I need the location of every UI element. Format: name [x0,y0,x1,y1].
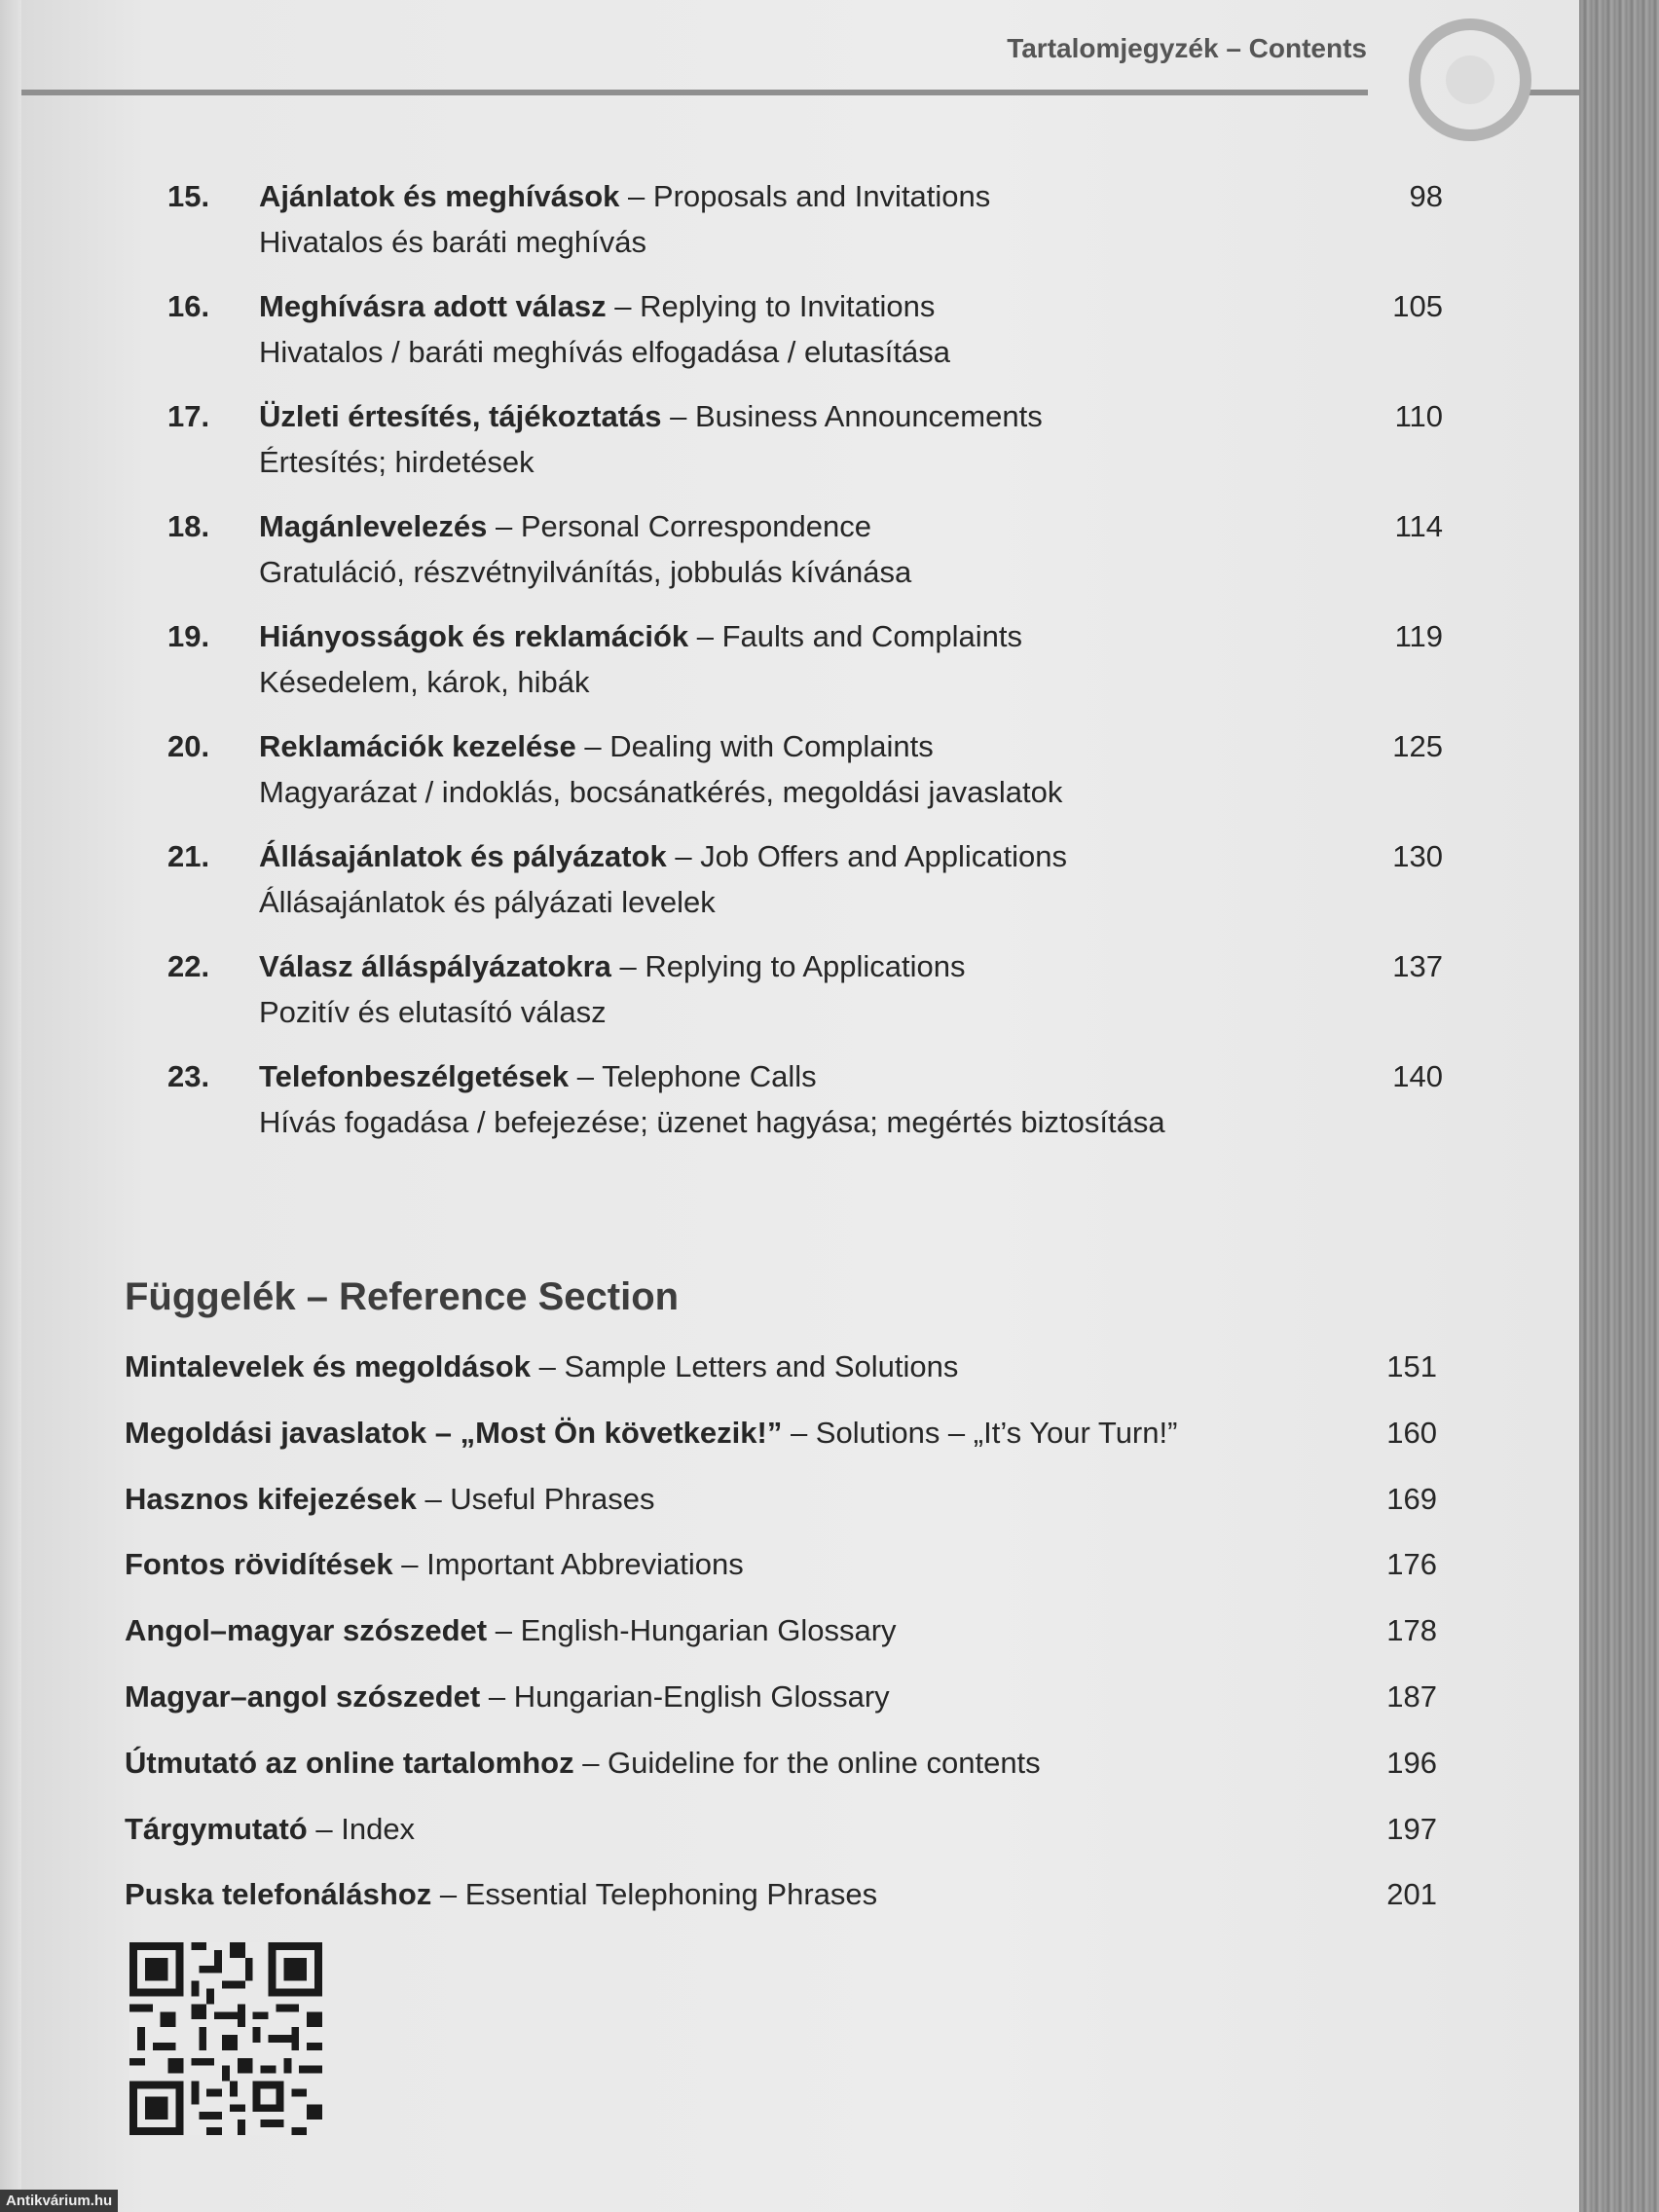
reference-entry [125,1613,1437,1679]
chapter-number: 16. [167,289,210,323]
page-fold [0,0,21,2212]
chapter-subtitle: Pozitív és elutasító válasz [259,995,607,1029]
chapter-title-hu: Reklamációk kezelése [259,729,576,763]
chapter-title-hu: Magánlevelezés [259,509,488,543]
reference-title-hu: Magyar–angol szószedet [125,1678,481,1714]
page-number: 110 [1394,399,1443,433]
chapter-subtitle: Késedelem, károk, hibák [259,665,590,699]
chapter-title-hu: Üzleti értesítés, tájékoztatás [259,399,662,433]
chapter-number: 21. [167,839,210,873]
chapter-entry [167,1059,1443,1169]
page-number: 130 [1392,839,1443,873]
reference-entry [125,1482,1437,1548]
chapter-entry [167,839,1443,949]
reference-title-en: Important Abbreviations [426,1547,744,1582]
reference-title: Mintalevelek és megoldások – Sample Letters and Solutions [125,1349,959,1383]
chapter-title: Állásajánlatok és pályázatok – Job Offers and Applications [259,839,1068,873]
watermark-label: Antikvárium.hu [0,2190,118,2212]
reference-title-en: English-Hungarian Glossary [520,1613,897,1648]
reference-title-hu: Megoldási javaslatok – „Most Ön következik!” [125,1415,783,1450]
page-number: 201 [1386,1877,1437,1912]
chapter-number: 15. [167,179,210,213]
chapter-entry [167,509,1443,619]
chapter-title-hu: Hiányosságok és reklamációk [259,619,689,653]
reference-title: Magyar–angol szószedet – Hungarian-English Glossary [125,1678,890,1714]
chapter-title: Magánlevelezés – Personal Correspondence [259,509,871,543]
chapter-title: Válasz álláspályázatokra – Replying to Applications [259,949,966,983]
chapter-title-en: Personal Correspondence [520,509,871,543]
chapter-title-en: Job Offers and Applications [700,839,1068,873]
chapter-entry [167,949,1443,1059]
page-number: 160 [1386,1415,1437,1450]
chapter-entry [167,289,1443,399]
page-number: 197 [1386,1811,1437,1846]
chapter-title-en: Replying to Invitations [640,289,936,323]
page-number: 125 [1392,729,1443,763]
chapter-entry [167,729,1443,839]
reference-entry [125,1877,1437,1943]
page-number: 176 [1386,1547,1437,1582]
chapter-title-en: Business Announcements [694,399,1043,433]
chapter-number: 22. [167,949,210,983]
reference-title: Útmutató az online tartalomhoz – Guideline for the online contents [125,1745,1041,1780]
reference-title-en: Sample Letters and Solutions [564,1349,959,1383]
chapter-title-hu: Válasz álláspályázatokra [259,949,611,983]
reference-entry [125,1679,1437,1746]
chapter-tab-circle-icon [1409,18,1531,141]
page-number: 140 [1392,1059,1443,1093]
reference-title: Tárgymutató – Index [125,1811,416,1846]
reference-title-hu: Útmutató az online tartalomhoz [125,1745,574,1780]
chapter-subtitle: Állásajánlatok és pályázati levelek [259,885,716,919]
reference-title: Megoldási javaslatok – „Most Ön következik!” – Solutions – „It’s Your Turn!” [125,1415,1178,1450]
page-number: 105 [1392,289,1443,323]
chapter-title-en: Telephone Calls [602,1059,817,1093]
reference-title-hu: Puska telefonáláshoz [125,1877,432,1912]
chapter-number: 19. [167,619,210,653]
chapter-title: Meghívásra adott válasz – Replying to Invitations [259,289,936,323]
reference-entry [125,1416,1437,1482]
reference-title-en: Index [341,1811,416,1846]
chapter-title-hu: Ajánlatok és meghívások [259,179,620,213]
chapter-title: Hiányosságok és reklamációk – Faults and Complaints [259,619,1023,653]
reference-title: Hasznos kifejezések – Useful Phrases [125,1481,655,1516]
reference-title-hu: Hasznos kifejezések [125,1481,417,1516]
chapter-number: 18. [167,509,210,543]
reference-entry [125,1746,1437,1812]
chapter-subtitle: Hívás fogadása / befejezése; üzenet hagyása; megértés biztosítása [259,1105,1165,1139]
page-number: 114 [1394,509,1443,543]
page-number: 98 [1409,179,1443,213]
chapter-entry [167,619,1443,729]
reference-title-en: Guideline for the online contents [608,1745,1041,1780]
reference-title-hu: Mintalevelek és megoldások [125,1349,531,1383]
chapter-number: 23. [167,1059,210,1093]
chapter-subtitle: Magyarázat / indoklás, bocsánatkérés, megoldási javaslatok [259,775,1063,809]
chapter-subtitle: Értesítés; hirdetések [259,445,535,479]
reference-entry [125,1349,1437,1416]
reference-title-hu: Angol–magyar szószedet [125,1613,488,1648]
chapter-number: 17. [167,399,210,433]
chapter-title-en: Faults and Complaints [721,619,1023,653]
chapter-title: Telefonbeszélgetések – Telephone Calls [259,1059,817,1093]
reference-title-en: Useful Phrases [450,1481,655,1516]
header-rule [21,90,1368,95]
reference-title-en: Essential Telephoning Phrases [464,1877,878,1912]
reference-title-hu: Tárgymutató [125,1811,308,1846]
page-number: 137 [1392,949,1443,983]
chapter-title: Üzleti értesítés, tájékoztatás – Business Announcements [259,399,1043,433]
chapter-title-hu: Állásajánlatok és pályázatok [259,839,667,873]
chapter-title: Reklamációk kezelése – Dealing with Complaints [259,729,934,763]
reference-title: Puska telefonáláshoz – Essential Telephoning Phrases [125,1877,878,1912]
reference-title-en: Hungarian-English Glossary [513,1678,890,1714]
chapter-number: 20. [167,729,210,763]
reference-entry [125,1812,1437,1878]
chapter-title-hu: Telefonbeszélgetések [259,1059,570,1093]
page-number: 187 [1386,1678,1437,1714]
reference-title: Fontos rövidítések – Important Abbreviations [125,1547,744,1582]
chapter-entry [167,179,1443,289]
page-number: 169 [1386,1481,1437,1516]
chapter-entry [167,399,1443,509]
book-spine [1579,0,1659,2212]
running-header: Tartalomjegyzék – Contents [1007,33,1367,63]
chapter-subtitle: Hivatalos / baráti meghívás elfogadása / elutasítása [259,335,950,369]
chapter-title: Ajánlatok és meghívások – Proposals and Invitations [259,179,991,213]
reference-title-hu: Fontos rövidítések [125,1547,393,1582]
chapter-title-en: Replying to Applications [645,949,966,983]
reference-title-en: Solutions – „It’s Your Turn!” [815,1415,1178,1450]
reference-list [125,1349,1437,1943]
chapter-title-en: Dealing with Complaints [609,729,934,763]
reference-section-heading: Függelék – Reference Section [125,1275,680,1318]
chapter-title-en: Proposals and Invitations [652,179,991,213]
reference-title: Angol–magyar szószedet – English-Hungarian Glossary [125,1613,897,1648]
page-number: 178 [1386,1613,1437,1648]
page-number: 196 [1386,1745,1437,1780]
chapter-list [167,179,1443,1169]
page-number: 151 [1386,1349,1437,1383]
reference-entry [125,1547,1437,1613]
chapter-subtitle: Gratuláció, részvétnyilvánítás, jobbulás kívánása [259,555,912,589]
qr-code-icon[interactable] [129,1942,322,2135]
page-number: 119 [1394,619,1443,653]
chapter-title-hu: Meghívásra adott válasz [259,289,607,323]
chapter-subtitle: Hivatalos és baráti meghívás [259,225,647,259]
